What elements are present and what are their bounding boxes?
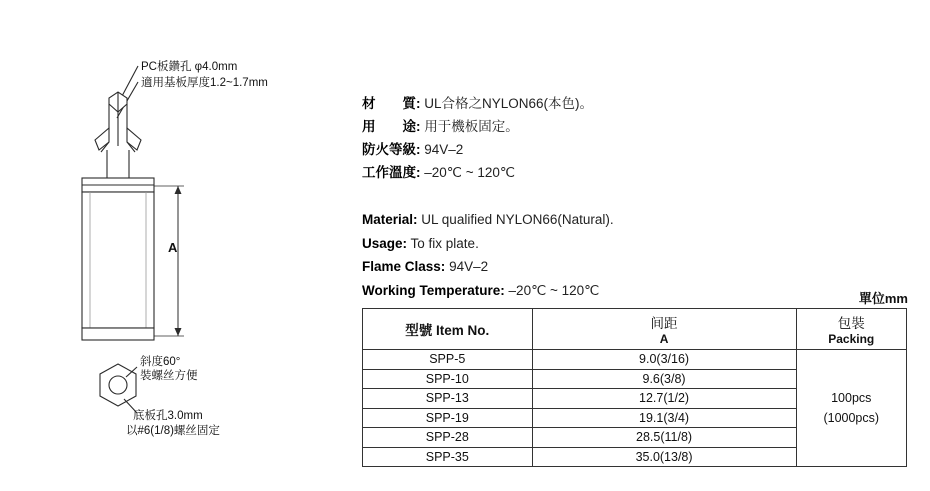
product-drawing — [0, 0, 360, 486]
cell-pitch: 28.5(11/8) — [532, 428, 796, 448]
spec-label-material-cn: 材 質: — [362, 96, 421, 111]
specification-table — [362, 308, 907, 467]
cell-packing — [796, 350, 906, 467]
callout-base-hole: 底板孔3.0mm — [133, 410, 203, 422]
spec-label-temp-cn: 工作溫度: — [362, 165, 421, 180]
callout-screw-convenient: 裝螺丝方便 — [140, 370, 198, 382]
cell-model: SPP-35 — [363, 447, 533, 467]
header-packing — [796, 309, 906, 350]
spec-value-usage-cn: 用于機板固定。 — [424, 119, 519, 134]
spec-row-usage-en — [362, 232, 614, 256]
header-model-label: 型號 Item No. — [405, 323, 490, 338]
header-pitch-label: 间距 — [650, 316, 678, 331]
spec-row-material-cn — [362, 92, 593, 115]
spec-row-flame-en — [362, 255, 614, 279]
table-row — [363, 350, 907, 370]
header-pitch — [532, 309, 796, 350]
cell-pitch: 12.7(1/2) — [532, 389, 796, 409]
header-packing-sub: Packing — [828, 332, 875, 346]
spec-row-temp-en — [362, 279, 614, 303]
cell-pitch: 9.0(3/16) — [532, 350, 796, 370]
callout-board-thickness: 適用基板厚度1.2~1.7mm — [141, 77, 268, 89]
spec-value-flame-en: 94V–2 — [449, 259, 489, 274]
cell-model: SPP-19 — [363, 408, 533, 428]
table-header — [363, 309, 907, 350]
packing-line-1: 100pcs — [831, 391, 872, 405]
spec-value-temp-cn: –20℃ ~ 120℃ — [424, 165, 516, 180]
spec-row-material-en — [362, 208, 614, 232]
packing-line-2: (1000pcs) — [823, 411, 880, 425]
spec-label-temp-en: Working Temperature: — [362, 282, 505, 298]
cell-model: SPP-28 — [363, 428, 533, 448]
spec-label-usage-cn: 用 途: — [362, 119, 421, 134]
header-model — [363, 309, 533, 350]
spec-value-flame-cn: 94V–2 — [424, 142, 464, 157]
table-body — [363, 350, 907, 467]
header-pitch-sub: A — [659, 332, 669, 346]
spec-label-usage-en: Usage: — [362, 235, 408, 251]
spec-row-flame-cn — [362, 138, 593, 161]
spec-label-flame-cn: 防火等級: — [362, 142, 421, 157]
spec-row-usage-cn — [362, 115, 593, 138]
callout-pcb-hole: PC板鑽孔 φ4.0mm — [141, 61, 238, 73]
spec-value-material-cn: UL合格之NYLON66(本色)。 — [424, 96, 594, 111]
dimension-label-a: A — [168, 240, 178, 255]
leader-pcb-hole — [121, 66, 138, 98]
specs-english — [362, 208, 614, 302]
unit-label: 單位mm — [858, 291, 908, 306]
spec-label-material-en: Material: — [362, 212, 418, 227]
cell-pitch: 35.0(13/8) — [532, 447, 796, 467]
callout-angle: 斜度60° — [140, 356, 181, 368]
spec-label-flame-en: Flame Class: — [362, 259, 446, 274]
spec-row-temp-cn — [362, 161, 593, 184]
spec-value-material-en: UL qualified NYLON66(Natural). — [421, 212, 614, 227]
cell-model: SPP-5 — [363, 350, 533, 370]
specs-chinese — [362, 92, 593, 184]
callout-fix-with-screw: 以#6(1/8)螺丝固定 — [126, 425, 220, 437]
cell-pitch: 9.6(3/8) — [532, 369, 796, 389]
cell-pitch: 19.1(3/4) — [532, 408, 796, 428]
header-packing-label: 包裝 — [837, 316, 865, 331]
cell-model: SPP-13 — [363, 389, 533, 409]
spec-value-temp-en: –20℃ ~ 120℃ — [508, 282, 600, 298]
spec-value-usage-en: To fix plate. — [410, 235, 479, 251]
cell-model: SPP-10 — [363, 369, 533, 389]
table-header-row — [363, 309, 907, 350]
